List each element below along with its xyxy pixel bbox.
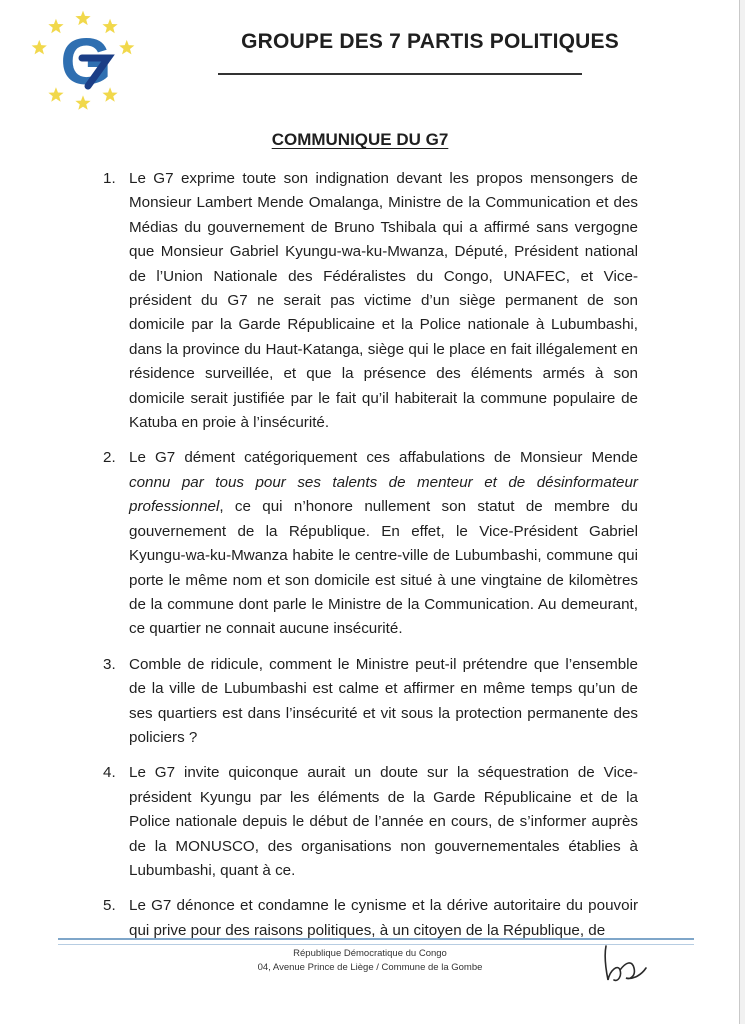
list-item-text	[129, 446, 638, 641]
header-divider	[218, 73, 582, 75]
list-item-number: 2.	[103, 449, 116, 467]
list-item	[103, 653, 638, 751]
italic-text: connu par tous pour ses talents de menteur et de désinformateur professionnel	[129, 473, 638, 516]
list-item	[103, 446, 638, 641]
text-span: Comble de ridicule, comment le Ministre peut-il prétendre que l’ensemble de la ville de Lubumbashi est calme et affirmer en même temps qu’un de ses quartiers est dans l’insécurité et vit sous la protection permanente des policiers ?	[129, 655, 638, 746]
organization-name: GROUPE DES 7 PARTIS POLITIQUES	[241, 30, 619, 53]
g7-logo	[16, 6, 150, 114]
text-span: , ce qui n’honore nullement son statut de membre du gouvernement de la République. En effet, le Vice-Président Gabriel Kyungu-wa-ku-Mwanza habite le centre-ville de Lubumbashi, commune qui porte le même nom et son domicile est situé à une vingtaine de kilomètres de la commune dont parle le Ministre de la Communication. Au demeurant, ce quartier ne connait aucune insécurité.	[129, 498, 638, 638]
list-item-number: 3.	[103, 655, 116, 673]
text-span: Le G7 dément catégoriquement ces affabulations de Monsieur Mende	[129, 449, 638, 467]
list-item	[103, 761, 638, 883]
signature-mark	[596, 940, 652, 986]
star-icon	[75, 11, 90, 25]
footer-country: République Démocratique du Congo	[293, 948, 447, 959]
list-item-text	[129, 653, 638, 751]
star-icon	[119, 40, 134, 54]
document-title: COMMUNIQUE DU G7	[271, 130, 449, 149]
text-span: Le G7 exprime toute son indignation devant les propos mensongers de Monsieur Lambert Mende Omalanga, Ministre de la Communication et des Médias du gouvernement de Bruno Tshibala qui a affirmé sans vergogne que Monsieur Gabriel Kyungu-wa-ku-Mwanza, Député, Président national de l’Union Nationale des Fédéralistes du Congo, UNAFEC, et Vice-président du G7 ne serait pas victime d’un siège permanent de son domicile par la Garde Républicaine et la Police nationale à Lubumbashi, dans la province du Haut-Katanga, siège qui le place en fait illégalement en résidence surveillée, et que la présence des éléments armés à son domicile serait justifiée par le fait qu’il habiterait la commune populaire de Katuba en proie à l’insécurité.	[129, 170, 638, 432]
text-span: Le G7 invite quiconque aurait un doute sur la séquestration de Vice-président Kyungu par les éléments de la Garde Républicaine et de la Police nationale depuis le début de l’année en cours, de s’informer auprès de la MONUSCO, des organisations non gouvernementales établies à Lubumbashi, quant à ce.	[129, 764, 638, 879]
text-span: Le G7 dénonce et condamne le cynisme et la dérive autoritaire du pouvoir qui prive pour des raisons politiques, à un citoyen de la République, de	[129, 897, 638, 939]
list-item	[103, 894, 638, 943]
list-item-number: 4.	[103, 764, 116, 782]
list-item-text	[129, 894, 638, 943]
list-item	[103, 167, 638, 435]
footer-address: 04, Avenue Prince de Liège / Commune de la Gombe	[257, 962, 483, 973]
star-icon	[32, 40, 47, 54]
list-item-text	[129, 167, 638, 435]
list-item-number: 1.	[103, 170, 116, 187]
list-item-number: 5.	[103, 897, 116, 915]
scan-edge	[735, 0, 745, 1024]
list-item-text	[129, 761, 638, 883]
logo-letter: G	[60, 24, 112, 98]
communique-list	[103, 167, 638, 954]
